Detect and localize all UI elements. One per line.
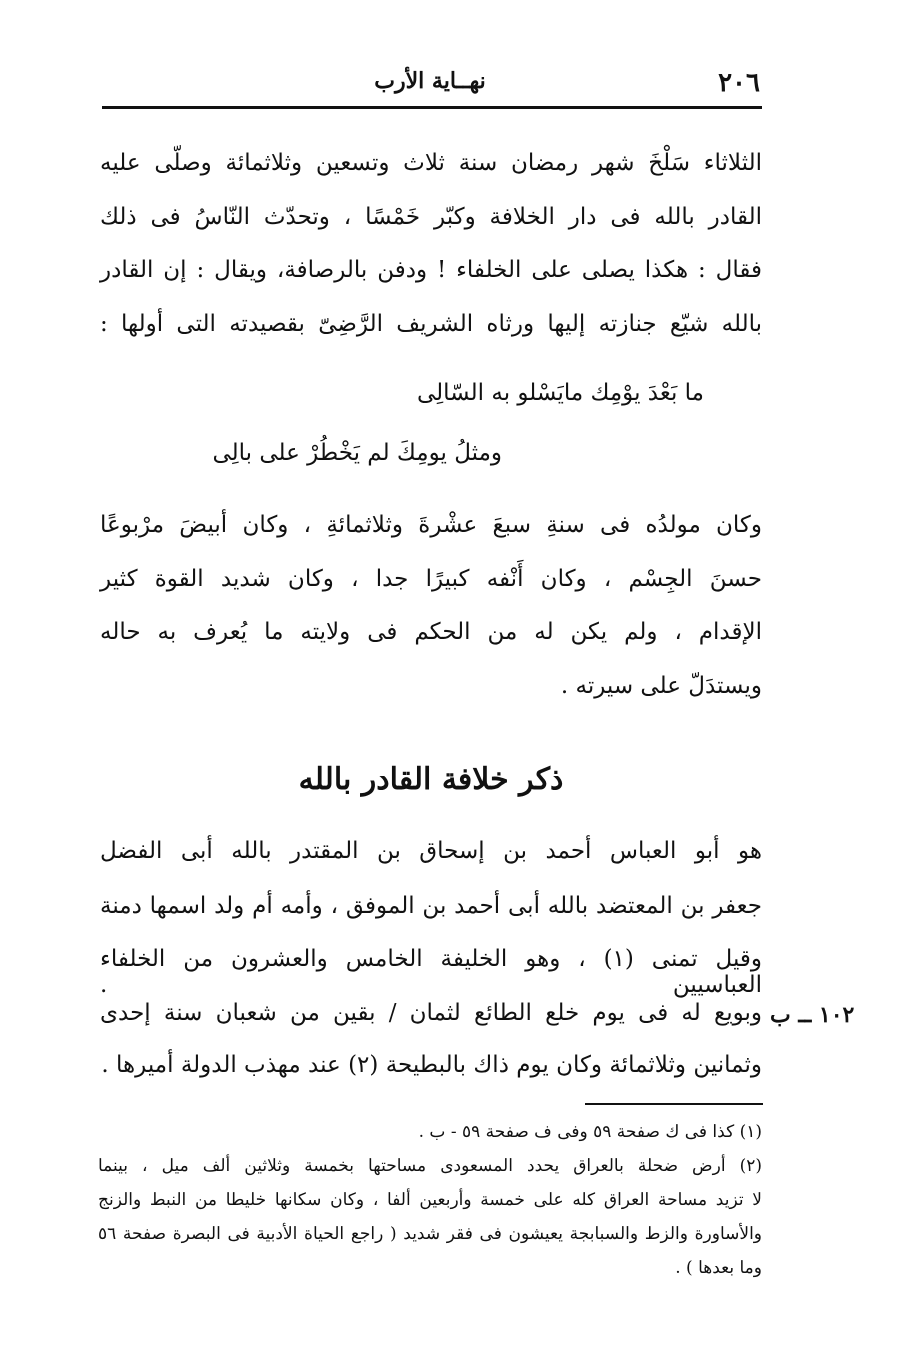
body-line: فقال : هكذا يصلى على الخلفاء ! ودفن بالرصافة، ويقال : إن القادر <box>100 257 762 283</box>
body-line: حسنَ الجِسْم ، وكان أَنْفه كبيرًا جدا ، وكان شديد القوة كثير <box>100 566 762 592</box>
footnote-line: (١) كذا فى ك صفحة ٥٩ وفى ف صفحة ٥٩ - ب . <box>418 1122 762 1142</box>
footnote-rule <box>585 1103 763 1105</box>
footnote-line: (٢) أرض ضحلة بالعراق يحدد المسعودى مساحتها بخمسة وثلاثين ألف ميل ، بينما <box>98 1156 762 1176</box>
body-line: وكان مولدُه فى سنةِ سبعَ عشْرةَ وثلاثمائةِ ، وكان أبيضَ مرْبوعًا <box>100 512 762 538</box>
body-line: هو أبو العباس أحمد بن إسحاق بن المقتدر بالله أبى الفضل <box>100 838 762 864</box>
page-header <box>100 66 760 102</box>
margin-folio-note: ١٠٢ ــ ب <box>770 1002 855 1028</box>
body-line: وقيل تمنى (١) ، وهو الخليفة الخامس والعشرون من الخلفاء العباسيين . <box>100 946 762 998</box>
body-line: وثمانين وثلاثمائة وكان يوم ذاك بالبطيحة (٢) عند مهذب الدولة أميرها . <box>101 1052 762 1078</box>
section-heading: ذكر خلافة القادر بالله <box>298 762 564 797</box>
body-line: جعفر بن المعتضد بالله أبى أحمد بن الموفق ، وأمه أم ولد اسمها دمنة <box>100 893 762 919</box>
footnote-line: وما بعدها ) . <box>675 1258 762 1278</box>
running-title: نهــاية الأرب <box>374 68 486 94</box>
body-line: وبويع له فى يوم خلع الطائع لثمان / بقين من شعبان سنة إحدى <box>100 1000 762 1026</box>
verse-hemistich-1: ما بَعْدَ يوْمِك مايَسْلو به السّالِى <box>416 380 704 406</box>
body-line: بالله شيّع جنازته إليها ورثاه الشريف الرَّضِىّ بقصيدته التى أولها : <box>100 311 762 337</box>
body-line: الإقدام ، ولم يكن له من الحكم فى ولايته ما يُعرف به حاله <box>100 619 762 645</box>
footnote-line: والأساورة والزط والسبابجة يعيشون فى فقر شديد ( راجع الحياة الأدبية فى البصرة صفحة ٥٦ <box>98 1224 762 1244</box>
header-rule <box>102 106 762 109</box>
body-line: ويستدَلّ على سيرته . <box>560 673 762 699</box>
body-line: القادر بالله فى دار الخلافة وكبّر خَمْسًا ، وتحدّث النّاسُ فى ذلك <box>100 204 762 230</box>
body-line: الثلاثاء سَلْخَ شهر رمضان سنة ثلاث وتسعين وثلاثمائة وصلّى عليه <box>100 150 762 176</box>
footnote-line: لا تزيد مساحة العراق كله على خمسة وأربعين ألفا ، وكان سكانها خليطا من النبط والزنج <box>98 1190 762 1210</box>
verse-hemistich-2: ومثلُ يومِكَ لم يَخْطُرْ على بالِى <box>212 440 502 466</box>
page-number: ٢٠٦ <box>718 68 760 98</box>
